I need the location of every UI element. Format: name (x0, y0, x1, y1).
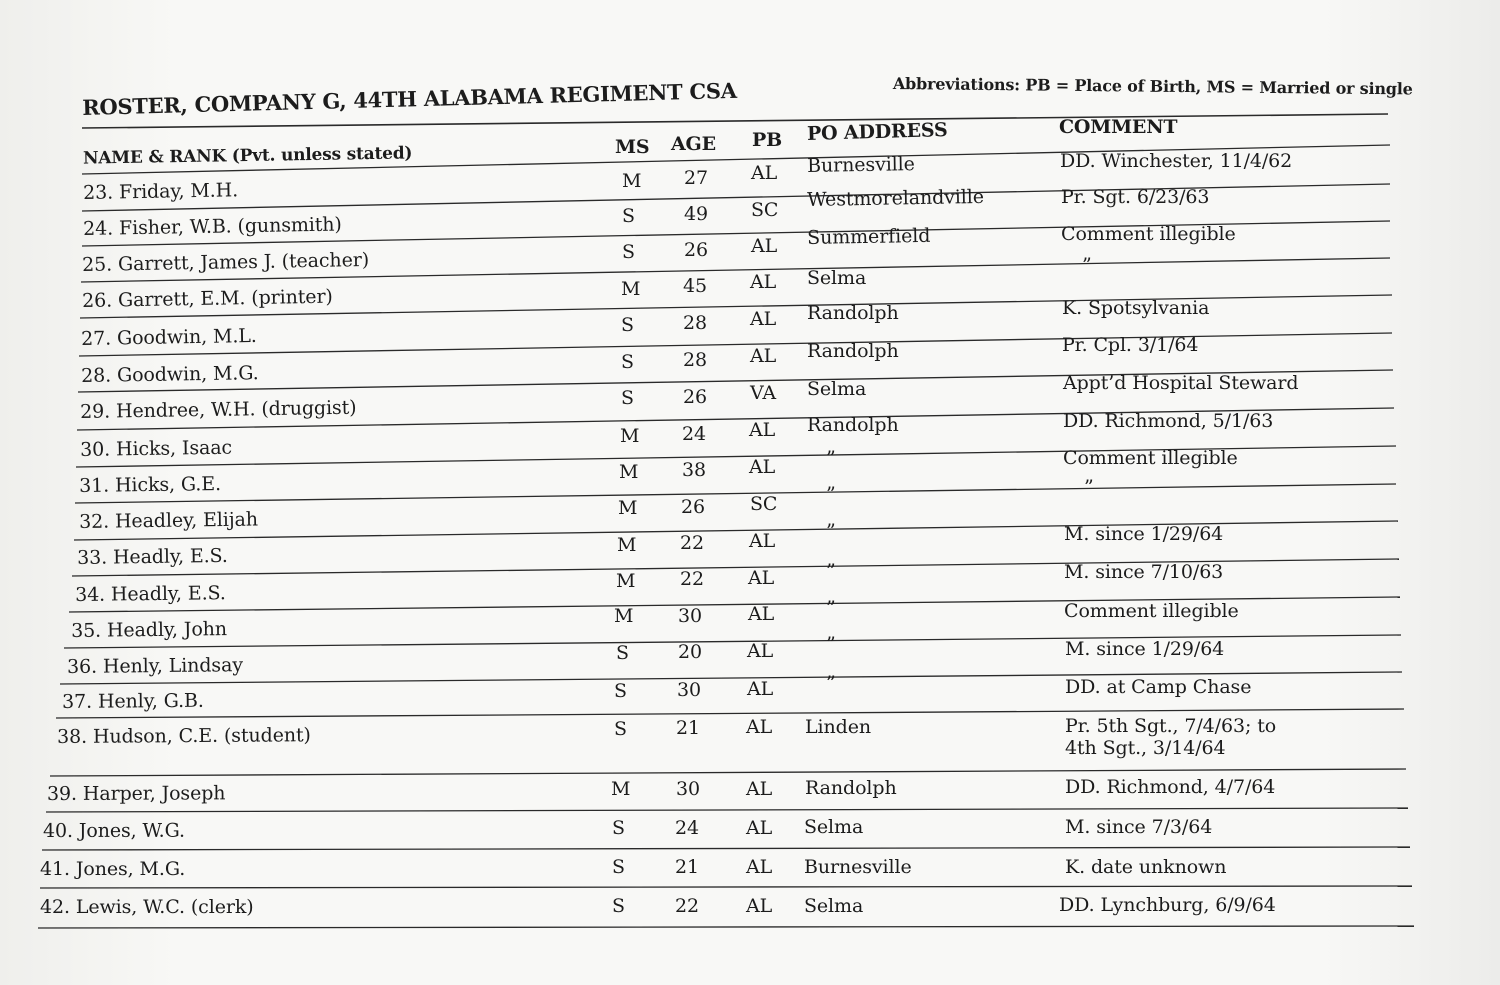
ms-cell: M (614, 605, 634, 627)
age-cell: 28 (683, 312, 707, 334)
comment-cell: M. since 1/29/64 (1064, 523, 1224, 545)
pb-cell: AL (746, 856, 773, 878)
comment-cell: DD. Richmond, 4/7/64 (1065, 776, 1276, 798)
name-rank-cell: 31. Hicks, G.E. (79, 473, 222, 497)
pb-cell: SC (750, 493, 778, 515)
po-address-cell: ” (826, 633, 836, 655)
header-name-rank: NAME & RANK (Pvt. unless stated) (82, 143, 413, 169)
pb-cell: AL (750, 271, 777, 293)
name-rank-cell: 40. Jones, W.G. (43, 819, 185, 842)
age-cell: 28 (683, 349, 707, 371)
ms-cell: S (621, 314, 634, 336)
ms-cell: S (612, 856, 625, 878)
pb-cell: AL (746, 778, 773, 800)
pb-cell: AL (749, 419, 776, 441)
age-cell: 27 (684, 167, 708, 189)
comment-cell: DD. Lynchburg, 6/9/64 (1059, 894, 1276, 916)
comment-cell: Appt’d Hospital Steward (1063, 372, 1299, 394)
comment-cell: ” (1082, 254, 1092, 276)
po-address-cell: Burnesville (807, 153, 915, 177)
age-cell: 22 (680, 532, 704, 554)
age-cell: 21 (676, 717, 700, 739)
comment-cell-continued: 4th Sgt., 3/14/64 (1065, 737, 1226, 759)
ms-cell: M (620, 425, 640, 447)
comment-cell: Comment illegible (1064, 600, 1239, 622)
comment-cell: DD. at Camp Chase (1065, 676, 1252, 698)
row-divider (50, 769, 1406, 776)
po-address-cell: Selma (804, 895, 864, 917)
po-address-cell: Burnesville (804, 856, 912, 878)
comment-cell: Comment illegible (1063, 447, 1238, 469)
pb-cell: SC (751, 199, 779, 221)
header-pb: PB (752, 129, 782, 151)
age-cell: 49 (684, 203, 708, 225)
age-cell: 22 (675, 895, 699, 917)
row-divider (46, 808, 1408, 812)
header-comment: COMMENT (1059, 116, 1178, 138)
po-address-cell: Randolph (807, 414, 899, 436)
ms-cell: M (616, 570, 636, 592)
comment-cell: ” (1084, 476, 1094, 498)
po-address-cell: ” (826, 560, 836, 582)
age-cell: 26 (681, 496, 705, 518)
po-address-cell: ” (826, 672, 836, 694)
age-cell: 30 (677, 679, 701, 701)
name-rank-cell: 25. Garrett, James J. (teacher) (82, 248, 370, 276)
age-cell: 21 (675, 856, 699, 878)
ms-cell: S (612, 817, 625, 839)
name-rank-cell: 32. Headley, Elijah (79, 508, 259, 533)
ms-cell: M (618, 497, 638, 519)
name-rank-cell: 30. Hicks, Isaac (80, 436, 233, 461)
comment-cell: M. since 7/3/64 (1065, 816, 1213, 838)
comment-cell: Pr. 5th Sgt., 7/4/63; to (1065, 715, 1277, 737)
ms-cell: S (616, 642, 629, 664)
name-rank-cell: 28. Goodwin, M.G. (81, 362, 259, 387)
pb-cell: AL (750, 308, 777, 330)
age-cell: 26 (684, 239, 708, 261)
name-rank-cell: 37. Henly, G.B. (62, 689, 204, 713)
pb-cell: AL (748, 567, 775, 589)
pb-cell: AL (746, 817, 773, 839)
ms-cell: S (621, 387, 634, 409)
po-address-cell: Summerfield (807, 224, 931, 249)
ms-cell: S (622, 205, 635, 227)
pb-cell: AL (747, 640, 774, 662)
po-address-cell: Randolph (807, 302, 899, 324)
po-address-cell: Westmorelandville (807, 185, 985, 211)
po-address-cell: Linden (805, 716, 871, 738)
comment-cell: M. since 1/29/64 (1065, 638, 1225, 660)
age-cell: 20 (678, 641, 702, 663)
pb-cell: AL (751, 235, 778, 257)
comment-cell: K. Spotsylvania (1062, 297, 1210, 319)
name-rank-cell: 35. Headly, John (71, 618, 228, 642)
name-rank-cell: 24. Fisher, W.B. (gunsmith) (83, 213, 342, 240)
pb-cell: AL (746, 716, 773, 738)
row-divider (38, 926, 1414, 928)
comment-cell: DD. Winchester, 11/4/62 (1060, 150, 1293, 172)
age-cell: 24 (675, 817, 699, 839)
ms-cell: M (619, 461, 639, 483)
page-title: ROSTER, COMPANY G, 44TH ALABAMA REGIMENT CSA (82, 77, 737, 120)
ms-cell: S (621, 351, 634, 373)
po-address-cell: Selma (804, 816, 864, 838)
po-address-cell: ” (826, 597, 836, 619)
name-rank-cell: 41. Jones, M.G. (40, 858, 186, 880)
header-age: AGE (671, 133, 716, 155)
pb-cell: AL (750, 345, 777, 367)
comment-cell: M. since 7/10/63 (1064, 561, 1224, 583)
age-cell: 26 (683, 386, 707, 408)
pb-cell: AL (748, 603, 775, 625)
po-address-cell: Selma (807, 378, 867, 400)
row-divider (40, 886, 1412, 888)
ms-cell: S (614, 718, 627, 740)
row-divider (75, 484, 1396, 503)
comment-cell: DD. Richmond, 5/1/63 (1063, 410, 1274, 432)
age-cell: 45 (683, 275, 707, 297)
name-rank-cell: 26. Garrett, E.M. (printer) (82, 285, 333, 312)
po-address-cell: Randolph (807, 340, 899, 362)
po-address-cell: Selma (807, 267, 867, 289)
po-address-cell: ” (826, 447, 836, 469)
pb-cell: AL (746, 895, 773, 917)
po-address-cell: ” (826, 520, 836, 542)
ms-cell: S (622, 241, 635, 263)
name-rank-cell: 27. Goodwin, M.L. (81, 324, 257, 350)
ms-cell: M (611, 778, 631, 800)
age-cell: 24 (682, 423, 706, 445)
pb-cell: AL (749, 456, 776, 478)
age-cell: 30 (678, 605, 702, 627)
pb-cell: AL (747, 678, 774, 700)
name-rank-cell: 39. Harper, Joseph (47, 782, 226, 805)
abbreviations-note: Abbreviations: PB = Place of Birth, MS = Married or single (892, 74, 1413, 99)
ms-cell: M (621, 278, 641, 300)
pb-cell: VA (750, 382, 776, 404)
name-rank-cell: 38. Hudson, C.E. (student) (57, 724, 311, 748)
ms-cell: M (622, 170, 642, 192)
name-rank-cell: 29. Hendree, W.H. (druggist) (80, 396, 357, 423)
name-rank-cell: 34. Headly, E.S. (75, 582, 226, 606)
age-cell: 22 (680, 568, 704, 590)
pb-cell: AL (749, 530, 776, 552)
comment-cell: K. date unknown (1065, 856, 1227, 878)
comment-cell: Pr. Cpl. 3/1/64 (1062, 334, 1199, 356)
po-address-cell: Randolph (805, 777, 897, 799)
row-divider (82, 114, 1388, 128)
ms-cell: S (614, 680, 627, 702)
name-rank-cell: 36. Henly, Lindsay (67, 654, 244, 678)
pb-cell: AL (751, 162, 778, 184)
comment-cell: Pr. Sgt. 6/23/63 (1061, 186, 1210, 208)
po-address-cell: ” (826, 483, 836, 505)
age-cell: 30 (676, 778, 700, 800)
header-ms: MS (615, 136, 650, 158)
row-divider (42, 847, 1410, 850)
ms-cell: S (612, 895, 625, 917)
name-rank-cell: 33. Headly, E.S. (77, 544, 228, 569)
name-rank-cell: 23. Friday, M.H. (83, 179, 239, 204)
name-rank-cell: 42. Lewis, W.C. (clerk) (40, 896, 254, 918)
ms-cell: M (617, 534, 637, 556)
header-po-address: PO ADDRESS (806, 119, 948, 145)
comment-cell: Comment illegible (1061, 223, 1236, 245)
age-cell: 38 (682, 459, 706, 481)
